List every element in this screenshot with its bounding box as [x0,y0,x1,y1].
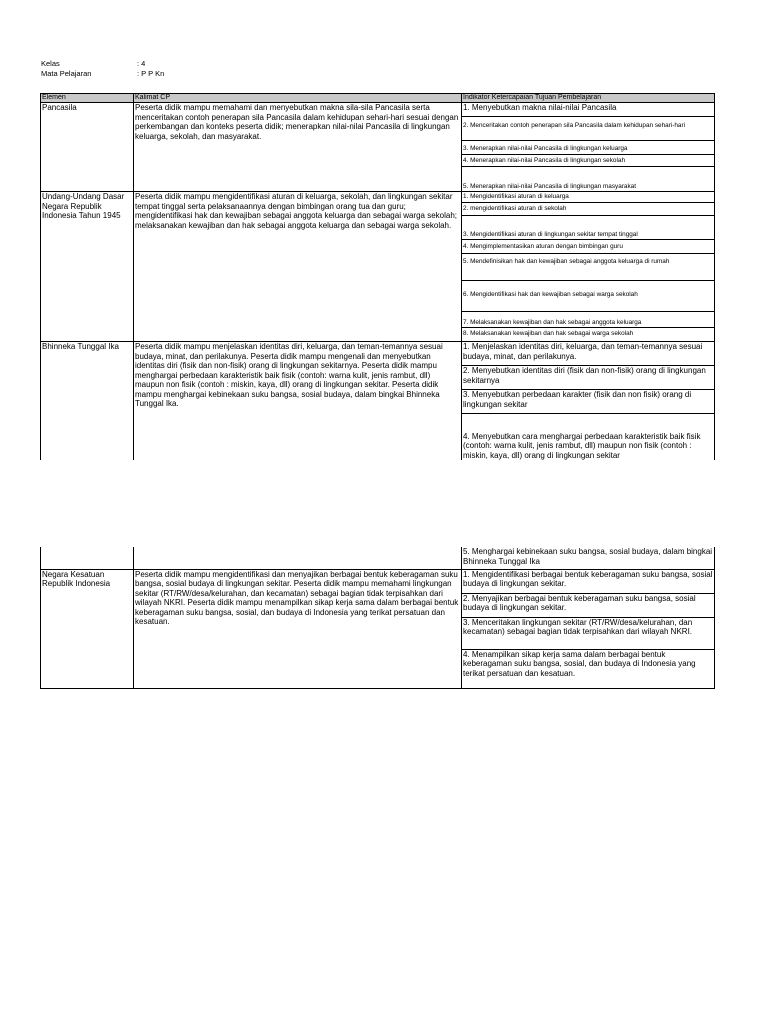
kelas-label: Kelas [41,59,60,68]
table-header-row [41,94,715,103]
table-row [41,342,715,461]
indicator-item: 5. Menghargai kebinekaan suku bangsa, sosial budaya, dalam bingkai Bhinneka Tunggal Ika [462,547,715,569]
indicator-item: 3. Mengidentifikasi aturan di lingkungan sekitar tempat tinggal [462,216,714,240]
indikator-cell [462,103,715,192]
kalimat-cell: Peserta didik mampu memahami dan menyebutkan makna sila-sila Pancasila serta menceritakan contoh penerapan sila Pancasila dalam kehidupan sehari-hari sesuai dengan perkembangan dan konteks peserta didik; menerapkan nilai-nilai Pancasila di lingkungan keluarga, sekolah, dan masyarakat. [134,103,462,192]
header-indikator: Indikator Ketercapaian Tujuan Pembelajaran [462,94,715,103]
indicator-item: 2. Menyebutkan identitas diri (fisik dan non-fisik) orang di lingkungan sekitarnya [462,366,714,390]
header-elemen: Elemen [41,94,134,103]
indicator-item: 4. Menyebutkan cara menghargai perbedaan karakteristik baik fisik (contoh: warna kulit, jenis rambut, dll) maupun non fisik (contoh : miskin, kaya, dll) orang di lingkungan sekitar [463,431,701,460]
header-kalimat-cp: Kalimat CP [134,94,462,103]
indicator-item: 2. Menceritakan contoh penerapan sila Pancasila dalam kehidupan sehari-hari [462,117,714,141]
indicator-item: 7. Melaksanakan kewajiban dan hak sebagai anggota keluarga [462,312,714,328]
indikator-cell [462,569,715,688]
table-row [41,547,715,569]
indicator-item: 3. Menyebutkan perbedaan karakter (fisik dan non fisik) orang di lingkungan sekitar [462,390,714,414]
indicator-item: 4. Menampilkan sikap kerja sama dalam berbagai bentuk keberagaman suku bangsa, sosial, dan budaya di Indonesia yang terikat persatuan dan kesatuan. [463,649,696,678]
elemen-cell: Pancasila [41,103,134,192]
table-row [41,103,715,192]
elemen-cell: Bhinneka Tunggal Ika [41,342,134,461]
kalimat-cell: Peserta didik mampu mengidentifikasi dan menyajikan berbagai bentuk keberagaman suku bangsa, sosial budaya di lingkungan sekitar. Peserta didik mampu memahami lingkungan sekitar (RT/RW/desa/kelurahan, dan kecamatan) sebagai bagian tidak terpisahkan dari wilayah NKRI. Peserta didik mampu menampilkan sikap kerja sama dalam berbagai bentuk keberagaman suku bangsa, sosial, dan budaya di Indonesia yang terikat persatuan dan kesatuan. [134,569,462,688]
mapel-label: Mata Pelajaran [41,69,92,78]
cp-table-page-1 [40,93,715,460]
indicator-item: 1. Mengidentifikasi aturan di keluarga [462,192,714,203]
cp-table-page-2 [40,547,715,689]
indicator-item: 3. Menerapkan nilai-nilai Pancasila di lingkungan keluarga [462,141,714,155]
table-row [41,569,715,688]
indicator-item: 5. Mendefinisikan hak dan kewajiban sebagai anggota keluarga di rumah [462,254,714,281]
elemen-cell: Negara Kesatuan Republik Indonesia [41,569,134,688]
elemen-cell-continued [41,547,134,569]
kalimat-cell-continued [134,547,462,569]
kalimat-cell: Peserta didik mampu menjelaskan identitas diri, keluarga, dan teman-temannya sesuai budaya, minat, dan perilakunya. Peserta didik mampu mengenali dan menyebutkan identitas diri (fisik dan non-fisik) orang di lingkungan sekitarnya. Peserta didik mampu menghargai perbedaan karakteristik baik fisik (contoh: warna kulit, jenis rambut, dll) maupun non fisik (contoh : miskin, kaya, dll) orang di lingkungan sekitar. Peserta didik mampu menghargai kebinekaan suku bangsa, sosial budaya, dalam bingkai Bhinneka Tunggal Ika. [134,342,462,461]
indicator-item: 1. Mengidentifikasi berbagai bentuk keberagaman suku bangsa, sosial budaya di lingkungan sekitar. [462,570,714,594]
indicator-item: 3. Menceritakan lingkungan sekitar (RT/RW/desa/kelurahan, dan kecamatan) sebagai bagian tidak terpisahkan dari wilayah NKRI. [462,618,714,650]
table-row [41,192,715,342]
kalimat-cell: Peserta didik mampu mengidentifikasi aturan di keluarga, sekolah, dan lingkungan sekitar tempat tinggal serta pelaksanaannya dengan bimbingan orang tua dan guru; mengidentifikasi hak dan kewajiban sebagai anggota keluarga dan sebagai warga sekolah; melaksanakan kewajiban dan hak sebagai anggota keluarga dan sebagai warga sekolah. [134,192,462,342]
indikator-cell [462,342,715,461]
indicator-item: 1. Menyebutkan makna nilai-nilai Pancasila [462,103,714,117]
indicator-item: 4. Mengimplementasikan aturan dengan bimbingan guru [462,240,714,254]
indicator-item: 5. Menerapkan nilai-nilai Pancasila di lingkungan masyarakat [463,183,636,190]
mapel-value: : P P Kn [137,69,165,78]
indicator-item: 8. Melaksanakan kewajiban dan hak sebagai warga sekolah [463,330,634,337]
indicator-item: 1. Menjelaskan identitas diri, keluarga, dan teman-temannya sesuai budaya, minat, dan perilakunya. [462,342,714,366]
indicator-item: 2. Menyajikan berbagai bentuk keberagaman suku bangsa, sosial budaya di lingkungan sekitar. [462,594,714,618]
indicator-item: 6. Mengidentifikasi hak dan kewajiban sebagai warga sekolah [462,281,714,312]
kelas-value: : 4 [137,59,146,68]
indikator-cell [462,192,715,342]
indicator-item: 4. Menerapkan nilai-nilai Pancasila di lingkungan sekolah [462,155,714,167]
indicator-item: 2. mengidentifikasi aturan di sekolah [462,203,714,216]
elemen-cell: Undang-Undang Dasar Negara Republik Indonesia Tahun 1945 [41,192,134,342]
